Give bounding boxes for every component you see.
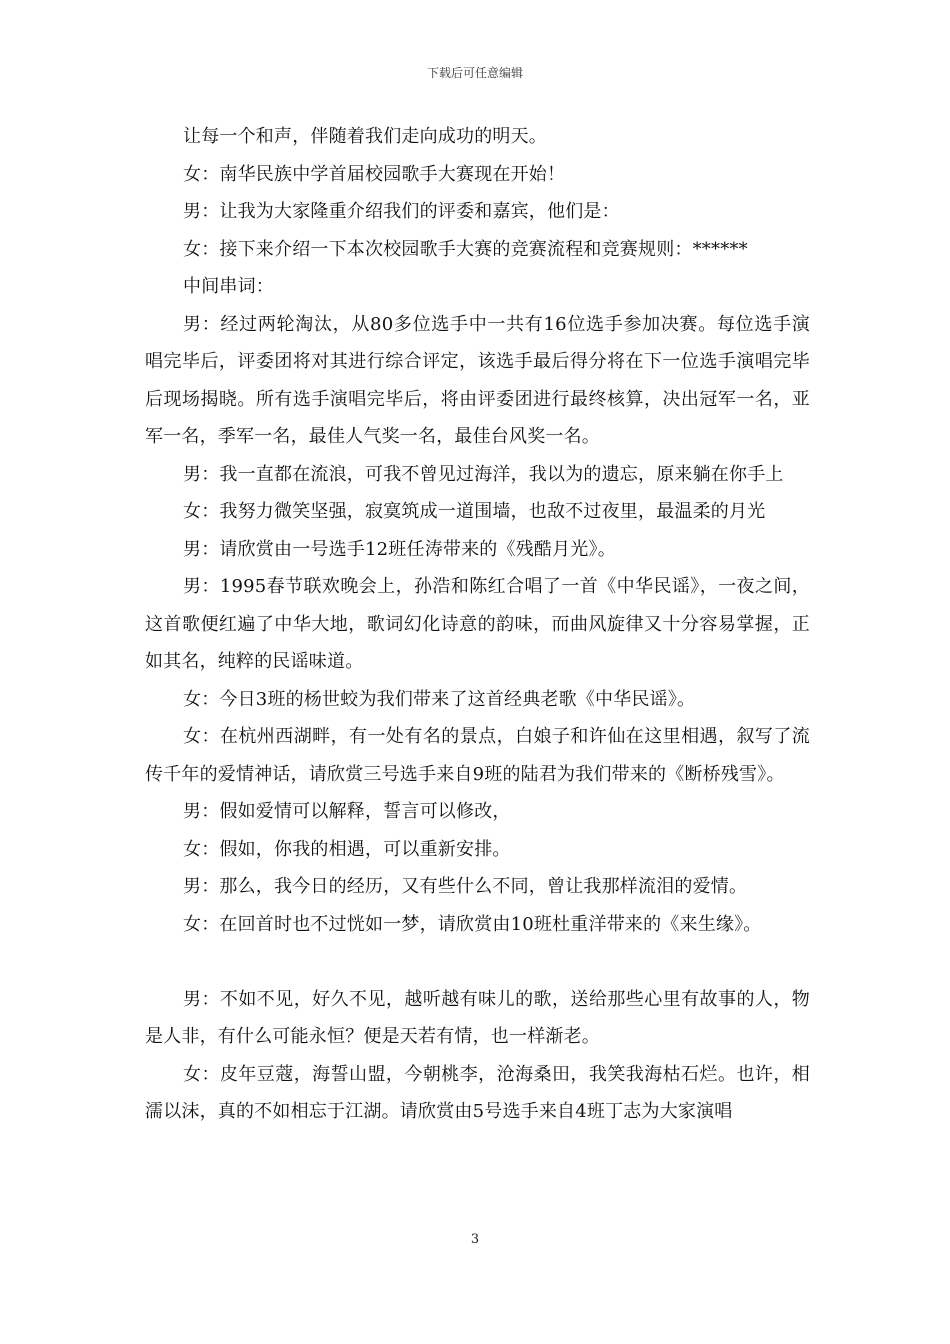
page-number: 3	[470, 1232, 480, 1247]
paragraph: 女：南华民族中学首届校园歌手大赛现在开始！	[183, 163, 566, 185]
section-label: 中间串词：	[183, 276, 274, 297]
paragraph: 让每一个和声，伴随着我们走向成功的明天。	[183, 126, 547, 147]
paragraph: 男：假如爱情可以解释，誓言可以修改，	[183, 801, 511, 822]
paragraph: 女：今日3班的杨世蛟为我们带来了这首经典老歌《中华民谣》。	[183, 688, 696, 710]
page-header: 下载后可任意编辑	[426, 66, 523, 80]
paragraph: 女：假如，你我的相遇，可以重新安排。	[183, 838, 511, 860]
paragraph: 男：1995春节联欢晚会上，孙浩和陈红合唱了一首《中华民谣》，一夜之间，这首歌便红遍了中华大地，歌词幻化诗意的韵味，而曲风旋律又十分容易掌握，正如其名，纯粹的民谣味道。	[145, 576, 810, 672]
document-body	[145, 118, 810, 1131]
paragraph: 女：在回首时也不过恍如一梦，请欣赏由10班杜重洋带来的《来生缘》。	[183, 913, 762, 935]
blank-line	[145, 943, 810, 981]
paragraph: 女：皮年豆蔻，海誓山盟，今朝桃李，沧海桑田，我笑我海枯石烂。也许，相濡以沫，真的不如相忘于江湖。请欣赏由5号选手来自4班丁志为大家演唱	[145, 1063, 810, 1122]
paragraph: 男：我一直都在流浪，可我不曾见过海洋，我以为的遗忘，原来躺在你手上	[183, 463, 784, 485]
paragraph: 女：我努力微笑坚强，寂寞筑成一道围墙，也敌不过夜里，最温柔的月光	[183, 501, 766, 522]
paragraph: 男：那么，我今日的经历，又有些什么不同，曾让我那样流泪的爱情。	[183, 876, 748, 897]
paragraph: 女：在杭州西湖畔，有一处有名的景点，白娘子和许仙在这里相遇，叙写了流传千年的爱情神话，请欣赏三号选手来自9班的陆君为我们带来的《断桥残雪》。	[145, 726, 810, 785]
paragraph: 女：接下来介绍一下本次校园歌手大赛的竞赛流程和竞赛规则：******	[183, 238, 748, 260]
paragraph: 男：请欣赏由一号选手12班任涛带来的《残酷月光》。	[183, 538, 616, 560]
paragraph: 男：让我为大家隆重介绍我们的评委和嘉宾，他们是：	[183, 201, 620, 222]
paragraph: 男：不如不见，好久不见，越听越有味儿的歌，送给那些心里有故事的人，物是人非，有什么可能永恒？便是天若有情，也一样渐老。	[145, 988, 810, 1047]
paragraph: 男：经过两轮淘汰，从80多位选手中一共有16位选手参加决赛。每位选手演唱完毕后，评委团将对其进行综合评定，该选手最后得分将在下一位选手演唱完毕后现场揭晓。所有选手演唱完毕后，将由评委团进行最终核算，决出冠军一名，亚军一名，季军一名，最佳人气奖一名，最佳台风奖一名。	[145, 313, 810, 447]
